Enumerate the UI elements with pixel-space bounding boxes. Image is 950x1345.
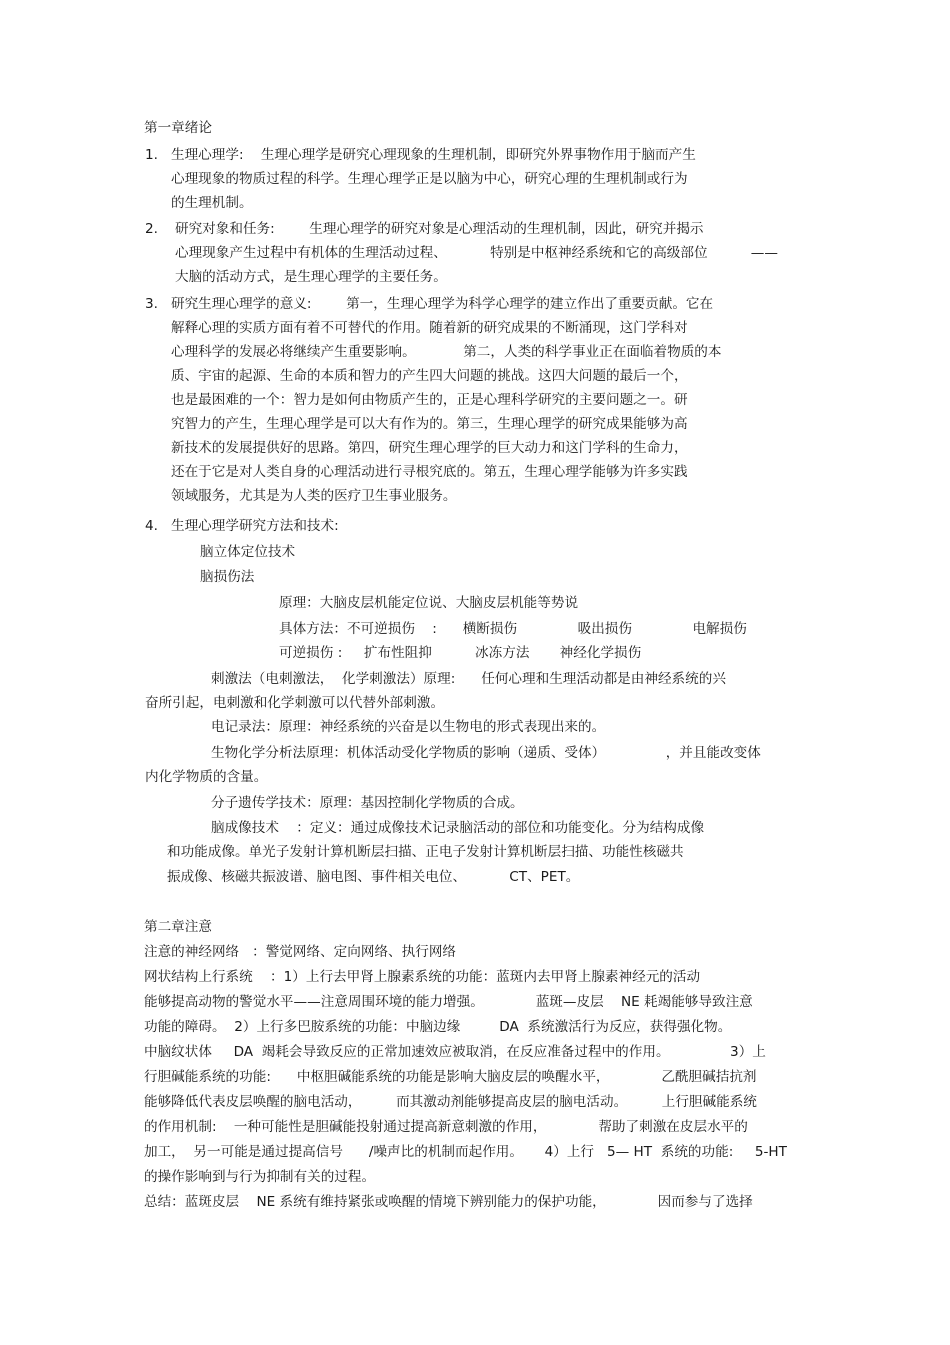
item-3-line-2: 解释心理的实质方面有着不可替代的作用。随着新的研究成果的不断涌现，这门学科对 [171,320,688,336]
stimulation-line-1: 刺激法（电刺激法， 化学刺激法）原理: 任何心理和生理活动都是由神经系统的兴 [211,671,726,687]
ch2-line-1: 注意的神经网络 ：警觉网络、定向网络、执行网络 [144,944,457,960]
imaging-line-2: 和功能成像。单光子发射计算机断层扫描、正电子发射计算机断层扫描、功能性核磁共 [167,844,684,860]
item-3-line-3: 心理科学的发展必将继续产生重要影响。 第二，人类的科学事业正在面临着物质的本 [171,344,722,360]
item-3-line-1: 研究生理心理学的意义: 第一，生理心理学为科学心理学的建立作出了重要贡献。它在 [171,296,714,312]
chapter-2-title: 第二章注意 [144,919,212,935]
method-stereotaxic: 脑立体定位技术 [200,544,296,560]
stimulation-line-2: 奋所引起，电刺激和化学刺激可以代替外部刺激。 [145,695,445,711]
ch2-line-3: 能够提高动物的警觉水平——注意周围环境的能力增强。 蓝斑—皮层 NE 耗竭能够导致注意 [144,994,753,1010]
item-3-line-5: 也是最困难的一个：智力是如何由物质产生的，正是心理科学研究的主要问题之一。研 [171,392,688,408]
ch2-line-8: 的作用机制: 一种可能性是胆碱能投射通过提高新意刺激的作用， 帮助了刺激在皮层水平的 [144,1119,748,1135]
imaging-line-1: 脑成像技术 ：定义：通过成像技术记录脑活动的部位和功能变化。分为结构成像 [211,820,705,836]
item-3-line-9: 领域服务，尤其是为人类的医疗卫生事业服务。 [171,488,457,504]
ch2-line-2: 网状结构上行系统 ：1）上行去甲肾上腺素系统的功能：蓝斑内去甲肾上腺素神经元的活动 [144,969,701,985]
item-2-line-1: 研究对象和任务: 生理心理学的研究对象是心理活动的生理机制，因此，研究并揭示 [175,221,704,237]
lesion-reversible: 可逆损伤 : 扩布性阻抑 冰冻方法 神经化学损伤 [279,645,642,661]
ch2-line-10: 的操作影响到与行为抑制有关的过程。 [144,1169,376,1185]
item-1-line-1: 生理心理学: 生理心理学是研究心理现象的生理机制，即研究外界事物作用于脑而产生 [171,147,696,163]
biochem-line-1: 生物化学分析法原理：机体活动受化学物质的影响（递质、受体） ，并且能改变体 [211,745,761,761]
lesion-principle: 原理：大脑皮层机能定位说、大脑皮层机能等势说 [279,595,579,611]
item-3-line-8: 还在于它是对人类自身的心理活动进行寻根究底的。第五，生理心理学能够为许多实践 [171,464,688,480]
molecular-genetics: 分子遗传学技术：原理：基因控制化学物质的合成。 [211,795,524,811]
item-4-number: 4. [145,518,158,534]
ch2-line-4: 功能的障碍。 2）上行多巴胺系统的功能：中脑边缘 DA 系统激活行为反应，获得强化物。 [144,1019,732,1035]
item-2-number: 2. [145,221,158,237]
ch2-line-7: 能够降低代表皮层唤醒的脑电活动， 而其激动剂能够提高皮层的脑电活动。 上行胆碱能系统 [144,1094,757,1110]
electrical-recording: 电记录法：原理：神经系统的兴奋是以生物电的形式表现出来的。 [211,719,606,735]
chapter-1-title: 第一章绪论 [144,120,212,136]
item-3-line-6: 究智力的产生，生理心理学是可以大有作为的。第三，生理心理学的研究成果能够为高 [171,416,688,432]
ch2-line-5: 中脑纹状体 DA 竭耗会导致反应的正常加速效应被取消，在反应准备过程中的作用。 3）上 [144,1044,766,1060]
ch2-line-6: 行胆碱能系统的功能: 中枢胆碱能系统的功能是影响大脑皮层的唤醒水平， 乙酰胆碱拮抗剂 [144,1069,757,1085]
item-1-line-3: 的生理机制。 [171,195,253,211]
item-3-line-7: 新技术的发展提供好的思路。第四，研究生理心理学的巨大动力和这门学科的生命力， [171,440,688,456]
item-3-line-4: 质、宇宙的起源、生命的本质和智力的产生四大问题的挑战。这四大问题的最后一个， [171,368,688,384]
imaging-line-3: 振成像、核磁共振波谱、脑电图、事件相关电位、 CT、PET。 [167,869,580,885]
item-2-line-2: 心理现象产生过程中有机体的生理活动过程、 特别是中枢神经系统和它的高级部位 —— [175,245,778,261]
item-1-number: 1. [145,147,158,163]
method-lesion: 脑损伤法 [200,569,255,585]
item-2-line-3: 大脑的活动方式，是生理心理学的主要任务。 [175,269,447,285]
ch2-line-11: 总结：蓝斑皮层 NE 系统有维持紧张或唤醒的情境下辨别能力的保护功能， 因而参与了选择 [144,1194,753,1210]
ch2-line-9: 加工， 另一可能是通过提高信号 /噪声比的机制而起作用。 4）上行 5— HT 系统的功能: 5-HT [144,1144,787,1160]
item-1-line-2: 心理现象的物质过程的科学。生理心理学正是以脑为中心，研究心理的生理机制或行为 [171,171,688,187]
item-4-line-1: 生理心理学研究方法和技术: [171,518,339,534]
lesion-specific-methods: 具体方法：不可逆损伤 : 横断损伤 吸出损伤 电解损伤 [279,621,747,637]
biochem-line-2: 内化学物质的含量。 [145,769,268,785]
item-3-number: 3. [145,296,158,312]
